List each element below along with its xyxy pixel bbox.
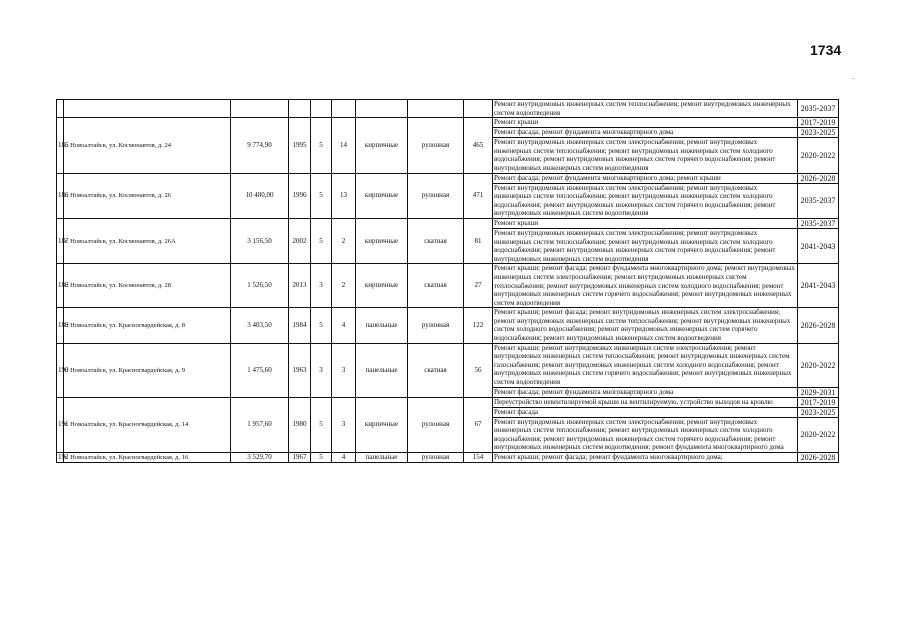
table-row xyxy=(57,343,839,387)
building-area: 3 529,70 xyxy=(231,453,289,463)
cell-empty xyxy=(464,100,493,118)
building-address: г. Новоалтайск, ул. Космонавтов, д. 24 xyxy=(64,118,231,173)
building-roof: рулонная xyxy=(408,397,464,452)
work-description: Ремонт внутридомовых инженерных систем теплоснабжения; ремонт внутридомовых инженерных систем водоотведения xyxy=(493,100,798,118)
work-description: Ремонт крыши; ремонт внутридомовых инженерных систем электроснабжения; ремонт внутридомовых инженерных систем теплоснабжения; ремонт внутридомовых инженерных систем газоснабжения; ремонт внутридомовых инженерных систем холодного водоснабжения; ремонт внутридомовых инженерных систем горячего водоснабжения; ремонт внутридомовых инженерных систем водоотведения xyxy=(493,343,798,387)
building-address: г. Новоалтайск, ул. Космонавтов, д. 28 xyxy=(64,264,231,308)
building-address: г. Новоалтайск, ул. Космонавтов, д. 26 xyxy=(64,173,231,218)
building-year: 1995 xyxy=(289,118,311,173)
building-number: 186 xyxy=(57,173,64,218)
building-entrances: 4 xyxy=(332,453,356,463)
building-entrances: 2 xyxy=(332,264,356,308)
capital-repair-table xyxy=(56,99,839,463)
work-description: Ремонт фасада; ремонт фундамента многоквартирного дома xyxy=(493,387,798,397)
building-residents: 81 xyxy=(464,218,493,263)
building-residents: 67 xyxy=(464,397,493,452)
building-entrances: 2 xyxy=(332,218,356,263)
building-floors: 5 xyxy=(311,453,332,463)
building-residents: 27 xyxy=(464,264,493,308)
building-address: г. Новоалтайск, ул. Красногвардейская, д. 8 xyxy=(64,308,231,343)
building-year: 2002 xyxy=(289,218,311,263)
building-entrances: 14 xyxy=(332,118,356,173)
cell-empty xyxy=(356,100,408,118)
building-residents: 56 xyxy=(464,343,493,397)
building-area: 10 480,00 xyxy=(231,173,289,218)
table-body xyxy=(57,100,839,463)
work-description: Ремонт крыши; ремонт фасада; ремонт внутридомовых инженерных систем электроснабжения; ремонт внутридомовых инженерных систем теплоснабжения; ремонт внутридомовых инженерных систем холодного водоснабжения; ремонт внутридомовых инженерных систем горячего водоснабжения; ремонт внутридомовых инженерных систем водоотведения xyxy=(493,308,798,343)
building-roof: рулонная xyxy=(408,453,464,463)
building-roof: рулонная xyxy=(408,308,464,343)
cell-empty xyxy=(231,100,289,118)
work-description: Ремонт внутридомовых инженерных систем электроснабжения; ремонт внутридомовых инженерных систем теплоснабжения; ремонт внутридомовых инженерных систем холодного водоснабжения; ремонт внутридомовых инженерных систем горячего водоснабжения; ремонт внутридомовых инженерных систем водоотведения xyxy=(493,183,798,218)
building-year: 1984 xyxy=(289,308,311,343)
work-description: Ремонт крыши xyxy=(493,218,798,228)
building-residents: 122 xyxy=(464,308,493,343)
table-row xyxy=(57,173,839,183)
building-address: г. Новоалтайск, ул. Красногвардейская, д. 16 xyxy=(64,453,231,463)
work-description: Переустройство невентилируемой крыши на вентилируемую, устройство выходов на кровлю xyxy=(493,397,798,407)
building-number: 191 xyxy=(57,397,64,452)
building-year: 1980 xyxy=(289,397,311,452)
building-floors: 5 xyxy=(311,118,332,173)
building-number: 185 xyxy=(57,118,64,173)
table-row xyxy=(57,453,839,463)
building-walls: панельные xyxy=(356,453,408,463)
building-area: 3 156,50 xyxy=(231,218,289,263)
work-period: 2026-2028 xyxy=(798,453,839,463)
building-address: г. Новоалтайск, ул. Космонавтов, д. 26А xyxy=(64,218,231,263)
building-year: 1967 xyxy=(289,453,311,463)
cell-empty xyxy=(57,100,64,118)
building-floors: 5 xyxy=(311,218,332,263)
work-description: Ремонт фасада; ремонт фундамента многоквартирного дома xyxy=(493,128,798,138)
cell-empty xyxy=(64,100,231,118)
building-roof: скатная xyxy=(408,264,464,308)
building-roof: рулонная xyxy=(408,173,464,218)
page-number: 1734 xyxy=(810,42,842,58)
building-floors: 5 xyxy=(311,308,332,343)
building-walls: кирпичные xyxy=(356,397,408,452)
work-period: 2041-2043 xyxy=(798,228,839,263)
work-description: Ремонт крыши; ремонт фасада; ремонт фундамента многоквартирного дома; ремонт внутридомовых инженерных систем электроснабжения; ремонт внутридомовых инженерных систем теплоснабжения; ремонт внутридомовых инженерных систем холодного водоснабжения; ремонт внутридомовых инженерных систем горячего водоснабжения; ремонт внутридомовых инженерных систем водоотведения xyxy=(493,264,798,308)
work-period: 2020-2022 xyxy=(798,138,839,173)
table-row xyxy=(57,264,839,308)
building-walls: кирпичные xyxy=(356,173,408,218)
work-description: Ремонт фасада; ремонт фундамента многоквартирного дома; ремонт крыши xyxy=(493,173,798,183)
building-area: 3 403,50 xyxy=(231,308,289,343)
work-period: 2026-2028 xyxy=(798,173,839,183)
work-period: 2041-2043 xyxy=(798,264,839,308)
table-row xyxy=(57,397,839,407)
building-residents: 465 xyxy=(464,118,493,173)
work-period: 2020-2022 xyxy=(798,343,839,387)
building-year: 2013 xyxy=(289,264,311,308)
work-period: 2020-2022 xyxy=(798,417,839,452)
table-row xyxy=(57,218,839,228)
building-walls: панельные xyxy=(356,343,408,397)
cell-empty xyxy=(408,100,464,118)
building-address: г. Новоалтайск, ул. Красногвардейская, д. 14 xyxy=(64,397,231,452)
building-number: 189 xyxy=(57,308,64,343)
building-area: 1 957,60 xyxy=(231,397,289,452)
building-floors: 5 xyxy=(311,173,332,218)
work-description: Ремонт крыши; ремонт фасада; ремонт фундамента многоквартирного дома; xyxy=(493,453,798,463)
building-walls: кирпичные xyxy=(356,118,408,173)
building-roof: скатная xyxy=(408,343,464,397)
work-period: 2035-2037 xyxy=(798,183,839,218)
work-period: 2017-2019 xyxy=(798,118,839,128)
building-floors: 3 xyxy=(311,264,332,308)
building-area: 1 526,50 xyxy=(231,264,289,308)
building-residents: 154 xyxy=(464,453,493,463)
work-description: Ремонт внутридомовых инженерных систем электроснабжения; ремонт внутридомовых инженерных систем теплоснабжения; ремонт внутридомовых инженерных систем холодного водоснабжения; ремонт внутридомовых инженерных систем горячего водоснабжения; ремонт внутридомовых инженерных систем водоотведения xyxy=(493,138,798,173)
work-description: Ремонт фасада xyxy=(493,407,798,417)
building-area: 1 475,60 xyxy=(231,343,289,397)
margin-mark: - xyxy=(852,74,855,83)
work-period: 2023-2025 xyxy=(798,128,839,138)
work-period: 2023-2025 xyxy=(798,407,839,417)
building-walls: панельные xyxy=(356,308,408,343)
building-walls: кирпичные xyxy=(356,264,408,308)
building-floors: 3 xyxy=(311,343,332,397)
building-area: 9 774,90 xyxy=(231,118,289,173)
table-row xyxy=(57,100,839,118)
cell-empty xyxy=(289,100,311,118)
cell-empty xyxy=(311,100,332,118)
building-address: г. Новоалтайск, ул. Красногвардейская, д. 9 xyxy=(64,343,231,397)
building-entrances: 13 xyxy=(332,173,356,218)
building-number: 187 xyxy=(57,218,64,263)
work-period: 2035-2037 xyxy=(798,218,839,228)
work-period: 2017-2019 xyxy=(798,397,839,407)
cell-empty xyxy=(332,100,356,118)
building-number: 192 xyxy=(58,453,69,461)
building-roof: скатная xyxy=(408,218,464,263)
work-period: 2035-2037 xyxy=(798,100,839,118)
building-roof: рулонная xyxy=(408,118,464,173)
building-number: 188 xyxy=(57,264,64,308)
building-entrances: 3 xyxy=(332,343,356,397)
work-period: 2026-2028 xyxy=(798,308,839,343)
building-entrances: 3 xyxy=(332,397,356,452)
table-row xyxy=(57,308,839,343)
building-residents: 471 xyxy=(464,173,493,218)
table-row xyxy=(57,118,839,128)
building-entrances: 4 xyxy=(332,308,356,343)
work-description: Ремонт внутридомовых инженерных систем электроснабжения; ремонт внутридомовых инженерных систем теплоснабжения; ремонт внутридомовых инженерных систем холодного водоснабжения; ремонт внутридомовых инженерных систем горячего водоснабжения; ремонт внутридомовых инженерных систем водоотведения xyxy=(493,228,798,263)
work-description: Ремонт крыши xyxy=(493,118,798,128)
building-year: 1963 xyxy=(289,343,311,397)
building-walls: кирпичные xyxy=(356,218,408,263)
building-year: 1996 xyxy=(289,173,311,218)
work-period: 2029-2031 xyxy=(798,387,839,397)
building-floors: 5 xyxy=(311,397,332,452)
building-number: 190 xyxy=(57,343,64,397)
work-description: Ремонт внутридомовых инженерных систем электроснабжения; ремонт внутридомовых инженерных систем теплоснабжения; ремонт внутридомовых инженерных систем холодного водоснабжения; ремонт внутридомовых инженерных систем горячего водоснабжения; ремонт внутридомовых инженерных систем водоотведения; ремонт фундамента многоквартирного дома xyxy=(493,417,798,452)
